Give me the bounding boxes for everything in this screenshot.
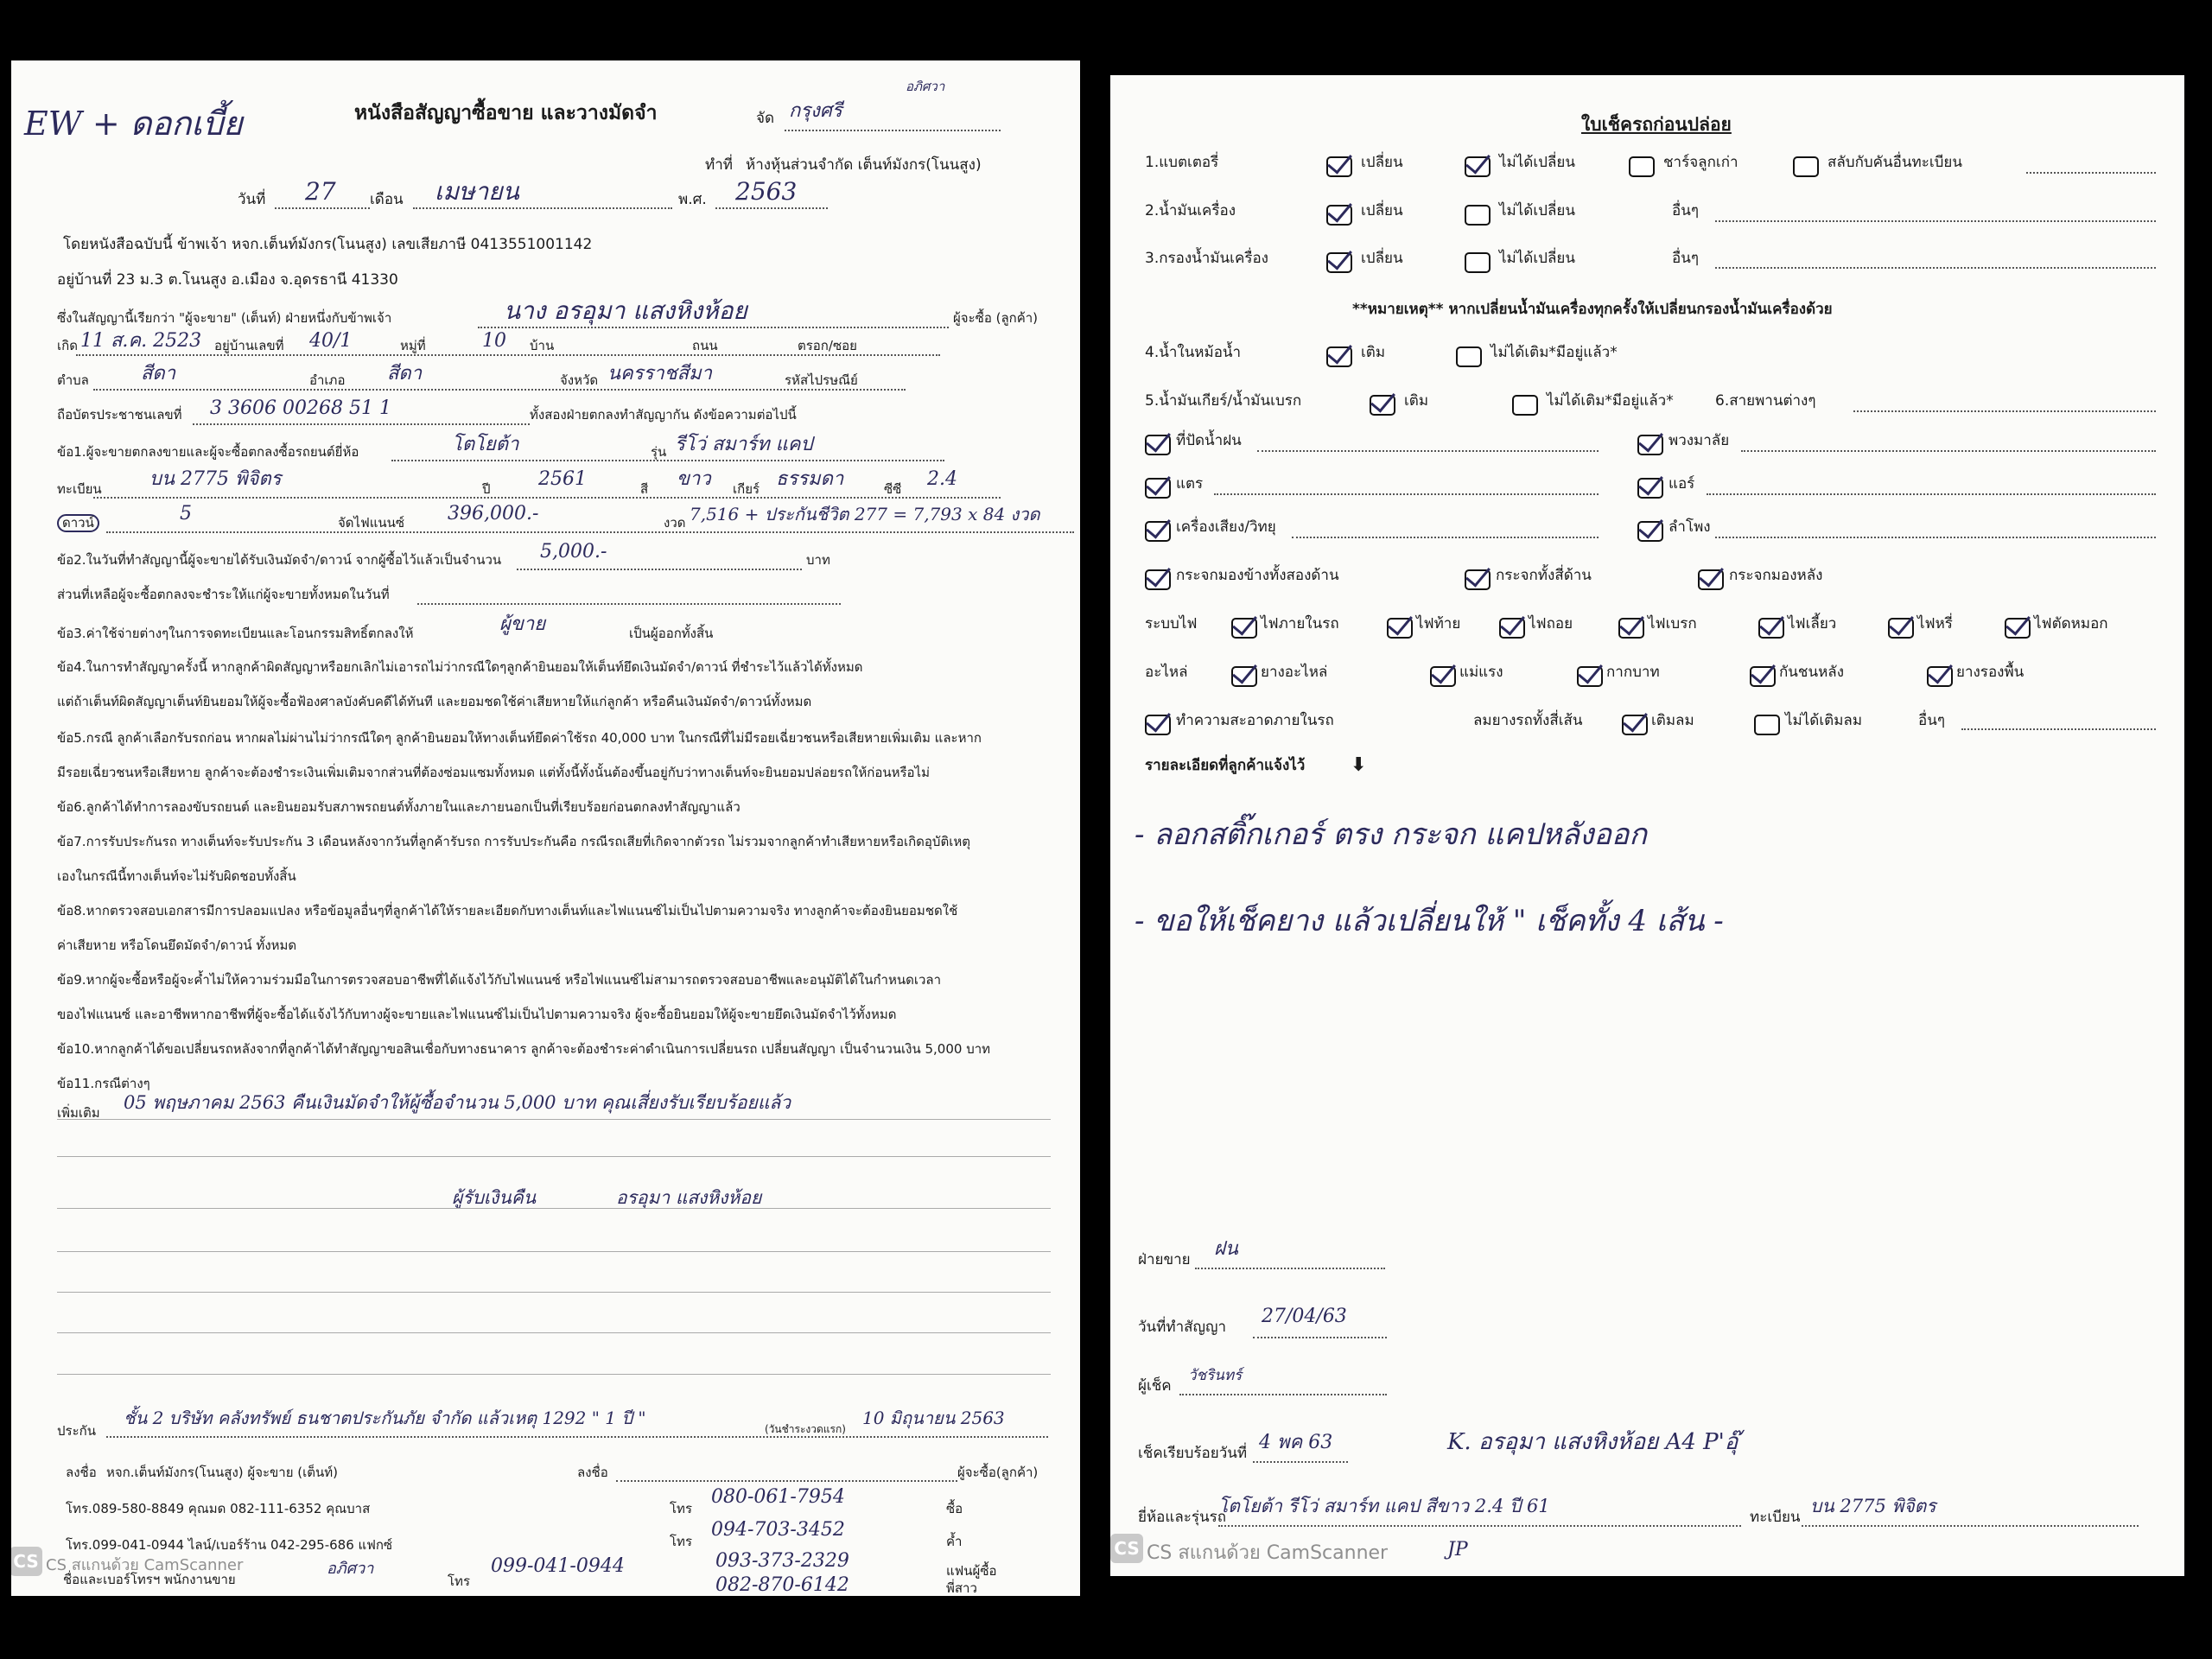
row5-opt1: เติม — [1404, 392, 1429, 410]
clause8a: ข้อ8.หากตรวจสอบเอกสารมีการปลอมแปลง หรือข้อมูลอื่นๆที่ลูกค้าได้ให้รายละเอียดกับทางเต็นท์และไฟแนนซ์ไม่เป็นไปตามความจริง ทางลูกค้าจะต้องยินยอมชดใช้ — [57, 903, 958, 918]
steering-label: พวงมาลัย — [1669, 432, 1730, 449]
extra-value: 05 พฤษภาคม 2563 คืนเงินมัดจำให้ผู้ซื้อจำนวน 5,000 บาท คุณเสี่ยงรับเรียบร้อยแล้ว — [124, 1092, 791, 1113]
branch-label: จัด — [756, 110, 775, 127]
lights-label: ระบบไฟ — [1145, 615, 1198, 632]
row4-opt1: เติม — [1361, 344, 1386, 361]
row3-opt1: เปลี่ยน — [1361, 250, 1403, 267]
postcode-label: รหัสไปรษณีย์ — [785, 372, 858, 388]
mirror3-label: กระจกมองหลัง — [1729, 567, 1823, 584]
parts-label: อะไหล่ — [1145, 664, 1188, 681]
birth-value: 11 ส.ค. 2523 — [80, 330, 202, 352]
clause3-text: ข้อ3.ค่าใช้จ่ายต่างๆในการจดทะเบียนและโอนกรรมสิทธิ์ตกลงให้ — [57, 626, 414, 641]
phone-value-1: 080-061-7954 — [711, 1486, 845, 1508]
idcard-value: 3 3606 00268 51 1 — [210, 397, 391, 419]
part2-checkbox[interactable] — [1430, 666, 1456, 687]
date-month-label: เดือน — [370, 191, 404, 208]
speaker-label: ลำโพง — [1669, 518, 1711, 536]
contract-page — [11, 60, 1080, 1596]
light3-checkbox[interactable] — [1499, 618, 1525, 639]
checklist-title: ใบเช็ครถก่อนปล่อย — [1581, 114, 1732, 135]
row5-opt2-checkbox[interactable] — [1512, 395, 1538, 416]
receiver-label: ผู้รับเงินคืน — [452, 1187, 537, 1208]
salesperson-label: ชื่อและเบอร์โทรฯ พนักงานขาย — [63, 1572, 236, 1587]
insurance-label: ประกัน — [57, 1423, 96, 1439]
phone-role-1: ซื้อ — [946, 1501, 963, 1516]
light1-checkbox[interactable] — [1231, 618, 1257, 639]
tambon-value: สีดา — [141, 363, 176, 385]
amphoe-value: สีดา — [387, 363, 423, 385]
date-year: 2563 — [735, 177, 798, 206]
gear-label: เกียร์ — [733, 481, 760, 497]
part5-label: ยางรองพื้น — [1956, 664, 2024, 681]
clause9a: ข้อ9.หากผู้จะซื้อหรือผู้จะค้ำไม่ให้ความร่วมมือในการตรวจสอบอาชีพที่ได้แจ้งไว้กับไฟแนนซ์ หรือไฟแนนซ์ไม่สามารถตรวจสอบอาชีพและอนุมัติได้ในกำหนดเวลา — [57, 972, 942, 988]
horn-label: แตร — [1176, 475, 1204, 493]
finance-label: จัดไฟแนนซ์ — [338, 515, 405, 531]
clause7b: เองในกรณีนี้ทางเต็นท์จะไม่รับผิดชอบทั้งสิ้น — [57, 868, 296, 884]
part1-checkbox[interactable] — [1231, 666, 1257, 687]
road-label: ถนน — [692, 338, 718, 353]
scanner-watermark-right: CS สแกนด้วย CamScanner — [1147, 1542, 1389, 1564]
mirror1-checkbox[interactable] — [1145, 569, 1171, 590]
province-label: จังหวัด — [560, 372, 599, 388]
row1-opt4-checkbox[interactable] — [1793, 156, 1819, 177]
checker-value: วัชรินทร์ — [1188, 1367, 1243, 1384]
mirror2-label: กระจกทั้งสี่ด้าน — [1496, 567, 1592, 584]
steering-checkbox[interactable] — [1637, 435, 1663, 455]
tire2-checkbox[interactable] — [1754, 715, 1780, 735]
light4-checkbox[interactable] — [1618, 618, 1644, 639]
row5-label: 5.น้ำมันเกียร์/น้ำมันเบรก — [1145, 392, 1302, 410]
aircon-checkbox[interactable] — [1637, 478, 1663, 499]
buyer-label: ซึ่งในสัญญานี้เรียกว่า "ผู้จะขาย" (เต็นท์) ฝ่ายหนึ่งกับข้าพเจ้า — [57, 310, 392, 326]
idcard-label: ถือบัตรประชาชนเลขที่ — [57, 407, 182, 423]
year-value: 2561 — [538, 468, 587, 490]
right-reg-label: ทะเบียน — [1750, 1509, 1801, 1526]
horn-checkbox[interactable] — [1145, 478, 1171, 499]
light7-checkbox[interactable] — [2005, 618, 2031, 639]
color-value: ขาว — [677, 468, 711, 490]
mirror2-checkbox[interactable] — [1465, 569, 1491, 590]
receiver-value: อรอุมา แสงหิงห้อย — [616, 1187, 762, 1208]
checked-date-value: 4 พค 63 — [1259, 1432, 1333, 1453]
light7-label: ไฟตัดหมอก — [2034, 615, 2108, 632]
wiper-label: ที่ปัดน้ำฝน — [1176, 432, 1242, 449]
buyer-sign-label: ลงชื่อ — [577, 1465, 608, 1480]
initials: JP — [1447, 1539, 1468, 1560]
tambon-label: ตำบล — [57, 372, 89, 388]
village-label: บ้าน — [530, 338, 555, 353]
row2-opt1-checkbox[interactable] — [1326, 205, 1352, 226]
gear-value: ธรรมดา — [776, 468, 844, 490]
down-arrow-icon: ⬇ — [1351, 754, 1367, 776]
light4-label: ไฟเบรก — [1648, 615, 1697, 632]
contract-date-label: วันที่ทำสัญญา — [1138, 1319, 1227, 1336]
radio-label: เครื่องเสียง/วิทยุ — [1176, 518, 1276, 536]
clause6: ข้อ6.ลูกค้าได้ทำการลองขับรถยนต์ และยินยอมรับสภาพรถยนต์ทั้งภายในและภายนอกเป็นที่เรียบร้อยก่อนตกลงทำสัญญาแล้ว — [57, 799, 741, 815]
phone-role-2: ค้ำ — [946, 1534, 963, 1549]
row1-opt3-checkbox[interactable] — [1629, 156, 1655, 177]
seller-side-value: ฝน — [1214, 1238, 1238, 1260]
model-label: รุ่น — [651, 444, 667, 460]
reg-label: ทะเบียน — [57, 481, 102, 497]
row3-opt2-checkbox[interactable] — [1465, 252, 1491, 273]
clause5b: มีรอยเฉี่ยวชนหรือเสียหาย ลูกค้าจะต้องชำระเงินเพิ่มเติมจากส่วนที่ต้องซ่อมแซมทั้งหมด แต่ทั้งนี้ทั้งนั้นต้องขึ้นอยู่กับว่าทางเต็นท์จะยินยอมปล่อยรถให้ก่อนหรือไม่ — [57, 765, 930, 780]
down-label: ดาวน์ — [57, 514, 99, 532]
checker-label: ผู้เช็ค — [1138, 1377, 1172, 1395]
date-year-label: พ.ศ. — [678, 191, 707, 208]
phone-role-3: แฟนผู้ซื้อ — [946, 1563, 997, 1579]
row4-opt1-checkbox[interactable] — [1326, 346, 1352, 367]
row4-opt2-checkbox[interactable] — [1456, 346, 1482, 367]
down-value: 5 — [180, 503, 192, 524]
car-model: รีโว่ สมาร์ท แคป — [675, 434, 813, 455]
row3-opt2: ไม่ได้เปลี่ยน — [1499, 250, 1575, 267]
light3-label: ไฟถอย — [1529, 615, 1573, 632]
tires-label: ลมยางรถทั้งสี่เส้น — [1473, 712, 1583, 729]
install-value: 7,516 + ประกันชีวิต 277 = 7,793 x 84 งวด — [690, 504, 1040, 524]
branch-note: อภิศวา — [906, 79, 945, 94]
light1-label: ไฟภายในรถ — [1261, 615, 1339, 632]
clause4b: แต่ถ้าเต็นท์ผิดสัญญาเต็นท์ยินยอมให้ผู้จะซื้อฟ้องศาลบังคับคดีได้ทันที และยอมชดใช้ค่าเสียหายให้แก่ลูกค้า หรือคืนเงินมัดจำ/ดาวน์ทั้งหมด — [57, 694, 812, 709]
baht-label: บาท — [806, 552, 830, 568]
row5-opt2: ไม่ได้เติม*มีอยู่แล้ว* — [1547, 392, 1674, 410]
insurance-value: ชั้น 2 บริษัท คลังทรัพย์ ธนชาตประกันภัย จำกัด แล้วเหตุ 1292 " 1 ปี " — [124, 1408, 646, 1428]
house-label: อยู่บ้านเลขที่ — [214, 338, 284, 353]
aircon-label: แอร์ — [1669, 475, 1695, 493]
row1-opt1-checkbox[interactable] — [1326, 156, 1352, 177]
row1-opt2: ไม่ได้เปลี่ยน — [1499, 154, 1575, 171]
intro-text: โดยหนังสือฉบับนี้ ข้าพเจ้า หจก.เต็นท์มังกร(โนนสูง) เลขเสียภาษี 0413551001142 — [63, 236, 593, 253]
checked-date-label: เช็คเรียบร้อยวันที่ — [1138, 1445, 1248, 1462]
row1-opt2-checkbox[interactable] — [1465, 156, 1491, 177]
install-label: งวด — [664, 515, 686, 531]
radio-checkbox[interactable] — [1145, 521, 1171, 542]
clause10: ข้อ10.หากลูกค้าได้ขอเปลี่ยนรถหลังจากที่ลูกค้าได้ทำสัญญาขอสินเชื่อกับทางธนาคาร ลูกค้าจะต้องชำระค่าดำเนินการเปลี่ยนรถ เปลี่ยนสัญญา เป็นจำนวนเงิน 5,000 บาท — [57, 1041, 991, 1057]
clause7a: ข้อ7.การรับประกันรถ ทางเต็นท์จะรับประกัน 3 เดือนหลังจากวันที่ลูกค้ารับรถ การรับประกันคือ กรณีรถเสียที่เกิดจากตัวรถ ไม่รวมจากลูกค้าทำเสียหายหรือเกิดอุบัติเหตุ — [57, 834, 970, 849]
row3-opt1-checkbox[interactable] — [1326, 252, 1352, 273]
light5-checkbox[interactable] — [1758, 618, 1784, 639]
car-brand: โตโยต้า — [452, 434, 519, 455]
tire3-label: อื่นๆ — [1918, 712, 1945, 729]
contract-date-value: 27/04/63 — [1262, 1306, 1347, 1327]
moo-value: 10 — [482, 330, 506, 352]
deposit-value: 5,000.- — [540, 541, 607, 563]
clause3-suffix: เป็นผู้ออกทั้งสิ้น — [629, 626, 714, 641]
phone-role-4: พี่สาว — [946, 1580, 977, 1596]
scanner-watermark: CS สแกนด้วย CamScanner — [46, 1556, 244, 1574]
salesperson-phone-label: โทร — [448, 1573, 471, 1589]
light6-checkbox[interactable] — [1888, 618, 1914, 639]
year-label: ปี — [482, 481, 491, 497]
row2-opt2-checkbox[interactable] — [1465, 205, 1491, 226]
light2-label: ไฟท้าย — [1416, 615, 1461, 632]
car-label: ยี่ห้อและรุ่นรถ — [1138, 1509, 1227, 1526]
row3-label: 3.กรองน้ำมันเครื่อง — [1145, 250, 1268, 267]
part4-label: กันชนหลัง — [1779, 664, 1844, 681]
row1-label: 1.แบตเตอรี่ — [1145, 154, 1219, 171]
salesperson-phone: 099-041-0944 — [491, 1555, 625, 1577]
part4-checkbox[interactable] — [1750, 666, 1776, 687]
clause11: ข้อ11.กรณีต่างๆ — [57, 1076, 150, 1091]
customer-note: K. อรอุมา แสงหิงห้อย A4 P'อุ๊ — [1447, 1429, 1738, 1455]
clause8b: ค่าเสียหาย หรือโดนยึดมัดจำ/ดาวน์ ทั้งหมด — [57, 938, 297, 953]
row5-opt1-checkbox[interactable] — [1370, 395, 1395, 416]
car-value: โตโยต้า รีโว่ สมาร์ท แคป สีขาว 2.4 ปี 61 — [1218, 1496, 1550, 1516]
phone-line-2: โทร.099-041-0944 ไลน์/เบอร์ร้าน 042-295-686 แฟกซ์ — [66, 1537, 393, 1553]
cc-label: ซีซี — [884, 481, 902, 497]
page-title: หนังสือสัญญาซื้อขาย และวางมัดจำ — [354, 102, 658, 124]
right-reg-value: บน 2775 พิจิตร — [1810, 1496, 1936, 1516]
row1-opt3: ชาร์จลูกเก่า — [1663, 154, 1738, 171]
seller-sign-label: ลงชื่อ — [66, 1465, 97, 1480]
phone-label-2: โทร — [670, 1534, 693, 1549]
clean-label: ทำความสะอาดภายในรถ — [1176, 712, 1334, 729]
part5-checkbox[interactable] — [1927, 666, 1953, 687]
amphoe-label: อำเภอ — [309, 372, 346, 388]
moo-label: หมู่ที่ — [400, 338, 426, 353]
row4-opt2: ไม่ได้เติม*มีอยู่แล้ว* — [1491, 344, 1618, 361]
seller-sign: หจก.เต็นท์มังกร(โนนสูง) ผู้จะขาย (เต็นท์) — [106, 1465, 338, 1480]
row2-opt3: อื่นๆ — [1672, 202, 1699, 219]
mirror3-checkbox[interactable] — [1698, 569, 1724, 590]
buyer-sign-suffix: ผู้จะซื้อ(ลูกค้า) — [957, 1465, 1039, 1480]
row4-label: 4.น้ำในหม้อน้ำ — [1145, 344, 1242, 361]
row2-opt2: ไม่ได้เปลี่ยน — [1499, 202, 1575, 219]
phone-line-1: โทร.089-580-8849 คุณมด 082-111-6352 คุณบาส — [66, 1501, 371, 1516]
clause3-value: ผู้ขาย — [499, 613, 546, 635]
part3-checkbox[interactable] — [1577, 666, 1603, 687]
oil-note: **หมายเหตุ** หากเปลี่ยนน้ำมันเครื่องทุกครั้งให้เปลี่ยนกรองน้ำมันเครื่องด้วย — [1352, 301, 1833, 318]
salesperson-name: อภิศวา — [327, 1560, 374, 1578]
checklist-page — [1110, 75, 2184, 1576]
detail-line-2: - ขอให้เช็คยาง แล้วเปลี่ยนให้ " เช็คทั้ง 4 เส้น - — [1135, 904, 1724, 938]
row1-opt4: สลับกับคันอื่นทะเบียน — [1827, 154, 1963, 171]
buyer-name: นาง อรอุมา แสงหิงห้อย — [504, 296, 747, 325]
part3-label: กากบาท — [1606, 664, 1660, 681]
clause2-text: ข้อ2.ในวันที่ทำสัญญานี้ผู้จะขายได้รับเงินมัดจำ/ดาวน์ จากผู้ซื้อไว้แล้วเป็นจำนวน — [57, 552, 502, 568]
remaining-text: ส่วนที่เหลือผู้จะซื้อตกลงจะชำระให้แก่ผู้จะขายทั้งหมดในวันที่ — [57, 587, 390, 602]
camscanner-logo: CS — [11, 1547, 42, 1576]
speaker-checkbox[interactable] — [1637, 521, 1663, 542]
light6-label: ไฟหรี่ — [1917, 615, 1953, 632]
date-month: เมษายน — [435, 177, 519, 206]
province-value: นครราชสีมา — [607, 363, 712, 385]
reg-value: บน 2775 พิจิตร — [149, 468, 282, 490]
clause1-label: ข้อ1.ผู้จะขายตกลงขายและผู้จะซื้อตกลงซื้อรถยนต์ยี่ห้อ — [57, 444, 359, 460]
camscanner-logo-right: CS — [1110, 1534, 1143, 1563]
row3-opt3: อื่นๆ — [1672, 250, 1699, 267]
phone-label-1: โทร — [670, 1501, 693, 1516]
row6-label: 6.สายพานต่างๆ — [1715, 392, 1816, 410]
date-day: 27 — [305, 177, 336, 206]
part2-label: แม่แรง — [1459, 664, 1503, 681]
phone-value-2: 094-703-3452 — [711, 1519, 845, 1541]
insurance-date-value: 10 มิถุนายน 2563 — [862, 1408, 1005, 1428]
clean-checkbox[interactable] — [1145, 715, 1171, 735]
light5-label: ไฟเลี้ยว — [1788, 615, 1837, 632]
phone-value-3: 093-373-2329 — [715, 1550, 849, 1572]
cc-value: 2.4 — [927, 468, 957, 490]
birth-label: เกิด — [57, 338, 78, 353]
color-label: สี — [640, 481, 649, 497]
row2-label: 2.น้ำมันเครื่อง — [1145, 202, 1236, 219]
part1-label: ยางอะไหล่ — [1261, 664, 1328, 681]
made-at-value: ห้างหุ้นส่วนจำกัด เต็นท์มังกร(โนนสูง) — [746, 156, 982, 174]
made-at-label: ทำที่ — [705, 156, 733, 174]
address-text: อยู่บ้านที่ 23 ม.3 ต.โนนสูง อ.เมือง จ.อุดรธานี 41330 — [57, 271, 398, 289]
clause4a: ข้อ4.ในการทำสัญญาครั้งนี้ หากลูกค้าผิดสัญญาหรือยกเลิกไม่เอารถไม่ว่ากรณีใดๆลูกค้ายินยอมให้เต็นท์ยึดเงินมัดจำ/ดาวน์ ที่ชำระไว้แล้วได้ทั้งหมด — [57, 659, 863, 675]
clause5a: ข้อ5.กรณี ลูกค้าเลือกรับรถก่อน หากผลไม่ผ่านไม่ว่ากรณีใดๆ ลูกค้ายินยอมให้ทางเต็นท์ยึดค่าใช้รถ 40,000 บาท ในกรณีที่ไม่มีรอยเฉี่ยวชนหรือเสียหายเพิ่มเติม และหาก — [57, 730, 982, 746]
mirror1-label: กระจกมองข้างทั้งสองด้าน — [1176, 567, 1339, 584]
phone-value-4: 082-870-6142 — [715, 1574, 849, 1596]
house-value: 40/1 — [309, 330, 353, 352]
light2-checkbox[interactable] — [1387, 618, 1413, 639]
insurance-date-label: (วันชำระงวดแรก) — [765, 1423, 846, 1435]
wiper-checkbox[interactable] — [1145, 435, 1171, 455]
tire1-label: เติมลม — [1651, 712, 1694, 729]
extra-label: เพิ่มเติม — [57, 1105, 100, 1121]
branch-value: กรุงศรี — [789, 100, 842, 122]
soi-label: ตรอก/ซอย — [798, 338, 857, 353]
detail-line-1: - ลอกสติ๊กเกอร์ ตรง กระจก แคปหลังออก — [1135, 817, 1647, 852]
idcard-suffix: ทั้งสองฝ่ายตกลงทำสัญญากัน ดังข้อความต่อไปนี้ — [530, 407, 797, 423]
clause9b: ของไฟแนนซ์ และอาชีพหากอาชีพที่ผู้จะซื้อได้แจ้งไว้กับทางผู้จะขายและไฟแนนซ์ไม่เป็นไปตามความจริง ผู้จะซื้อยินยอมให้ผู้จะขายยึดเงินมัดจำไว้ทั้งหมด — [57, 1007, 897, 1022]
corner-note: EW + ดอกเบี้ย — [24, 105, 243, 143]
buyer-suffix: ผู้จะซื้อ (ลูกค้า) — [953, 310, 1039, 326]
seller-side-label: ฝ่ายขาย — [1138, 1251, 1191, 1268]
date-day-label: วันที่ — [238, 191, 266, 208]
detail-label: รายละเอียดที่ลูกค้าแจ้งไว้ — [1145, 757, 1306, 774]
row2-opt1: เปลี่ยน — [1361, 202, 1403, 219]
row1-opt1: เปลี่ยน — [1361, 154, 1403, 171]
finance-value: 396,000.- — [448, 503, 539, 524]
tire2-label: ไม่ได้เติมลม — [1785, 712, 1863, 729]
tire1-checkbox[interactable] — [1622, 715, 1648, 735]
